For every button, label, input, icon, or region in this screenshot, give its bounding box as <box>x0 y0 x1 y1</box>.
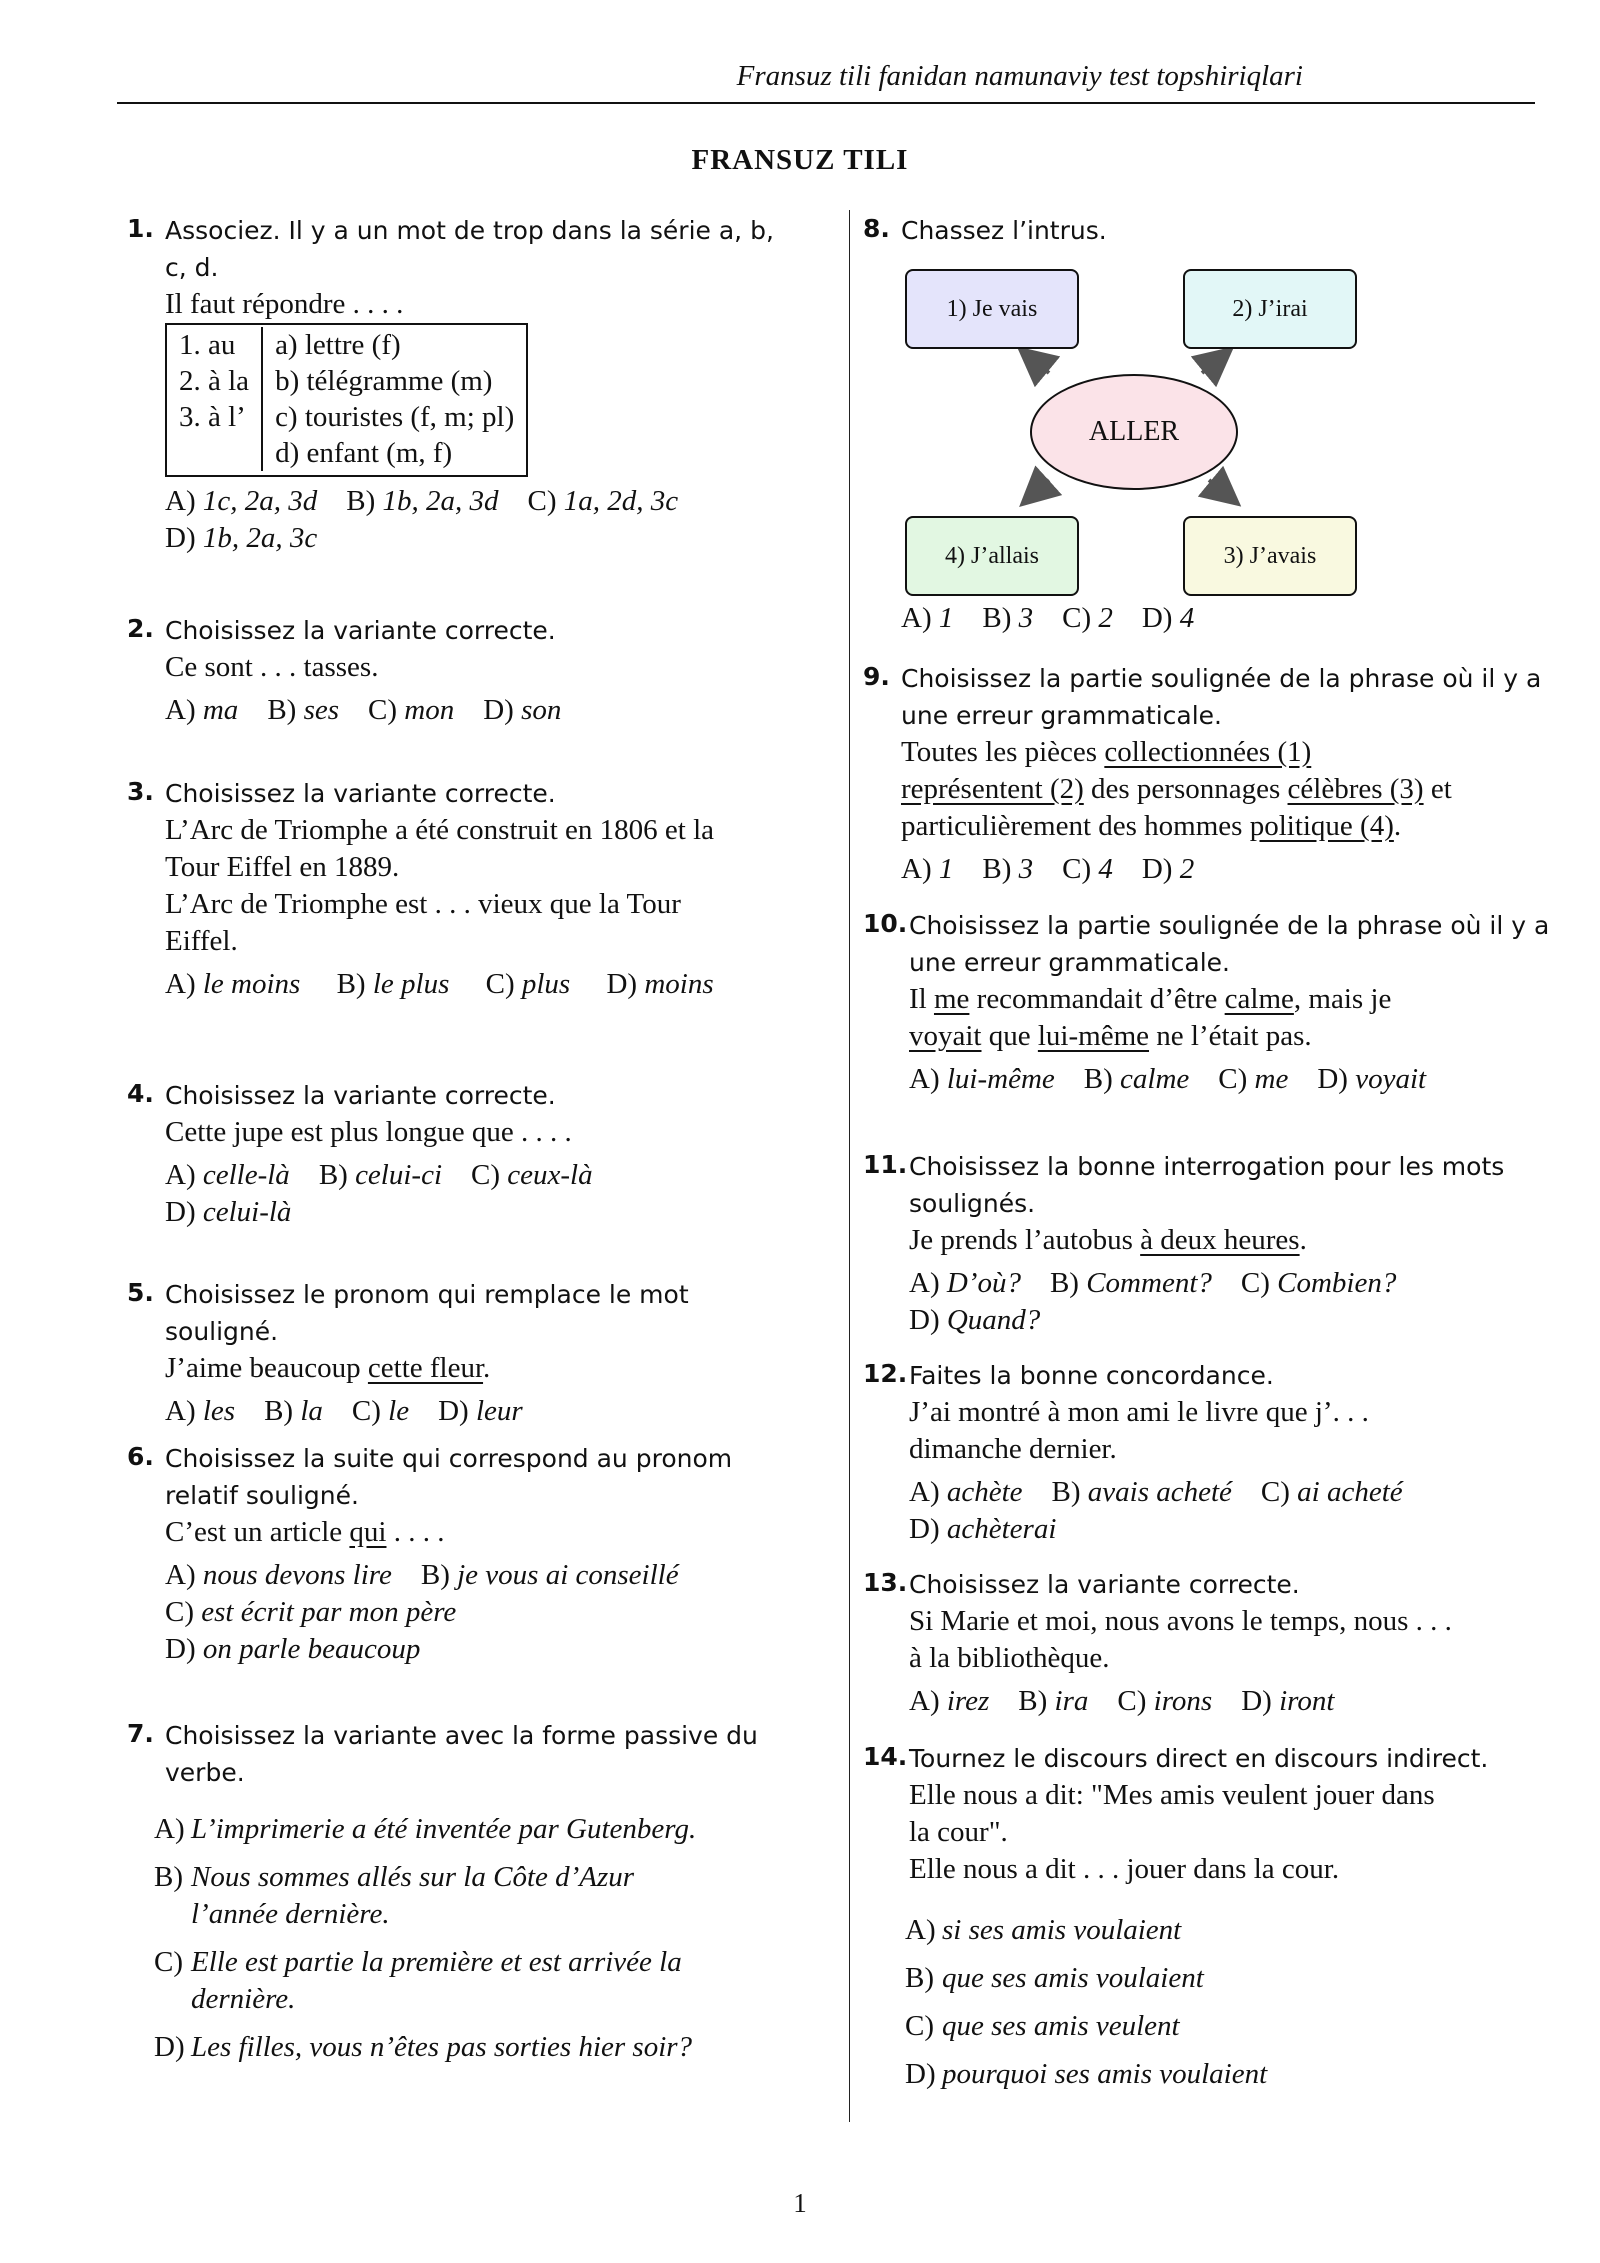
question-text: L’Arc de Triomphe a été construit en 1806 et la <box>165 814 715 846</box>
table-cell: a) lettre (f) <box>275 329 401 361</box>
table-cell: c) touristes (f, m; pl) <box>275 401 515 433</box>
question-stem: une erreur grammaticale. <box>909 948 1230 977</box>
question-stem: Choisissez le pronom qui remplace le mot souligné. <box>165 1280 689 1346</box>
option-b[interactable]: B) Nous sommes allés sur la Côte d’Azur l’année dernière. <box>154 1861 635 1930</box>
table-cell: b) télégramme (m) <box>275 365 493 397</box>
arrow-4 <box>1028 480 1049 499</box>
option-d[interactable]: D) voyait <box>1317 1063 1427 1095</box>
table-cell <box>167 435 262 471</box>
table-row <box>167 435 526 471</box>
diagram-box-3: 3) J’avais <box>1183 516 1357 596</box>
question-5 <box>127 1276 807 1430</box>
option-a[interactable]: A) lui-même <box>909 1063 1055 1095</box>
option-a[interactable]: A) achète <box>909 1476 1023 1508</box>
question-number: 10. <box>863 909 908 938</box>
page-number: 1 <box>793 2188 807 2218</box>
question-2 <box>127 612 787 729</box>
option-a[interactable]: A) L’imprimerie a été inventée par Gutenberg. <box>154 1813 697 1845</box>
question-text: Elle nous a dit: "Mes amis veulent jouer dans <box>909 1779 1435 1811</box>
question-number: 12. <box>863 1359 908 1388</box>
table-row <box>167 399 526 435</box>
question-8 <box>863 212 1543 642</box>
question-number: 9. <box>863 662 890 691</box>
arrow-1 <box>1026 354 1049 373</box>
question-text: Ce sont . . . tasses. <box>165 651 379 683</box>
option-b[interactable]: B) le plus <box>336 968 450 1000</box>
option-d[interactable]: D) achèterai <box>909 1513 1057 1545</box>
question-stem: Choisissez la variante correcte. <box>165 779 556 808</box>
question-1 <box>127 212 787 557</box>
question-text: la cour". <box>909 1816 1008 1848</box>
diagram-center: ALLER <box>1030 374 1238 490</box>
option-d[interactable]: D) 2 <box>1141 853 1195 885</box>
option-c[interactable]: C) ai acheté <box>1260 1476 1403 1508</box>
question-text: particulièrement des hommes politique (4). <box>901 810 1402 842</box>
question-7 <box>127 1717 817 2077</box>
option-a[interactable]: A) les <box>165 1395 236 1427</box>
question-text: J’aime beaucoup cette fleur. <box>165 1352 491 1384</box>
option-c[interactable]: C) Elle est partie la première et est arrivée la dernière. <box>154 1946 682 2015</box>
arrow-2 <box>1202 354 1225 373</box>
question-13 <box>863 1566 1563 1720</box>
verb-diagram <box>863 256 1543 596</box>
question-number: 5. <box>127 1278 154 1307</box>
question-stem: Choisissez la variante correcte. <box>909 1570 1300 1599</box>
column-divider <box>849 210 850 2122</box>
question-text: à la bibliothèque. <box>909 1642 1110 1674</box>
option-a[interactable]: A) 1c, 2a, 3d <box>165 485 318 517</box>
option-c[interactable]: C) me <box>1218 1063 1289 1095</box>
question-stem: Choisissez la variante correcte. <box>165 1081 556 1110</box>
question-number: 3. <box>127 777 154 806</box>
question-text: J’ai montré à mon ami le livre que j’. . . <box>909 1396 1369 1428</box>
question-stem: Choisissez la bonne interrogation pour les mots <box>909 1152 1505 1181</box>
option-b[interactable]: B) 1b, 2a, 3d <box>346 485 499 517</box>
question-stem: Choisissez la partie soulignée de la phrase où il y a <box>901 664 1542 693</box>
option-b[interactable]: B) celui-ci <box>318 1159 443 1191</box>
option-a[interactable]: A) si ses amis voulaient <box>905 1914 1182 1946</box>
underlined-phrase: qui <box>349 1516 387 1548</box>
underlined-part-3: voyait <box>909 1020 982 1052</box>
underlined-part-2: calme <box>1224 983 1294 1015</box>
option-d[interactable]: D) celui-là <box>165 1196 292 1228</box>
question-number: 7. <box>127 1719 154 1748</box>
question-10 <box>863 907 1563 1098</box>
option-b[interactable]: B) avais acheté <box>1051 1476 1232 1508</box>
question-stem: relatif souligné. <box>165 1481 359 1510</box>
diagram-box-1: 1) Je vais <box>905 269 1079 349</box>
underlined-phrase: à deux heures <box>1140 1224 1300 1256</box>
option-c[interactable]: C) 1a, 2d, 3c <box>527 485 679 517</box>
option-c[interactable]: C) le <box>351 1395 410 1427</box>
question-text: Il faut répondre . . . . <box>165 288 404 320</box>
association-table <box>165 323 528 477</box>
question-number: 4. <box>127 1079 154 1108</box>
question-text: voyait que lui-même ne l’était pas. <box>909 1020 1312 1052</box>
underlined-part-1: me <box>933 983 970 1015</box>
underlined-phrase: cette fleur <box>367 1352 484 1384</box>
option-d[interactable]: D) 4 <box>1141 602 1195 634</box>
option-c[interactable]: C) irons <box>1117 1685 1213 1717</box>
question-number: 1. <box>127 214 154 243</box>
option-a[interactable]: A) nous devons lire <box>165 1559 392 1591</box>
question-stem: soulignés. <box>909 1189 1036 1218</box>
diagram-box-2: 2) J’irai <box>1183 269 1357 349</box>
question-stem: verbe. <box>165 1758 245 1787</box>
question-4 <box>127 1077 787 1231</box>
option-b[interactable]: B) ira <box>1018 1685 1089 1717</box>
question-text: L’Arc de Triomphe est . . . vieux que la Tour <box>165 888 681 920</box>
question-text: représentent (2) des personnages célèbres (3) et <box>901 773 1452 805</box>
question-number: 8. <box>863 214 890 243</box>
question-number: 2. <box>127 614 154 643</box>
option-d[interactable]: D) Les filles, vous n’êtes pas sorties hier soir? <box>154 2031 693 2063</box>
option-c[interactable]: C) 4 <box>1062 853 1113 885</box>
question-stem: Faites la bonne concordance. <box>909 1361 1274 1390</box>
question-text: Tour Eiffel en 1889. <box>165 851 400 883</box>
option-b[interactable]: B) la <box>264 1395 323 1427</box>
question-text: dimanche dernier. <box>909 1433 1117 1465</box>
table-cell: d) enfant (m, f) <box>275 437 453 469</box>
question-number: 11. <box>863 1150 908 1179</box>
question-stem: Choisissez la variante correcte. <box>165 616 556 645</box>
option-a[interactable]: A) ma <box>165 694 239 726</box>
option-a[interactable]: A) celle-là <box>165 1159 290 1191</box>
diagram-box-4: 4) J’allais <box>905 516 1079 596</box>
option-b[interactable]: B) que ses amis voulaient <box>905 1962 1204 1994</box>
running-header: Fransuz tili fanidan namunaviy test topshiriqlari <box>736 60 1303 92</box>
option-b[interactable]: B) 3 <box>982 853 1034 885</box>
option-d[interactable]: D) son <box>483 694 562 726</box>
question-9 <box>863 660 1563 888</box>
question-3 <box>127 775 807 1003</box>
option-c[interactable]: C) est écrit par mon père <box>165 1596 457 1628</box>
question-number: 6. <box>127 1442 154 1471</box>
question-stem: c, d. <box>165 253 219 282</box>
option-d[interactable]: D) leur <box>438 1395 523 1427</box>
question-stem: Choisissez la partie soulignée de la phrase où il y a <box>909 911 1550 940</box>
option-d[interactable]: D) Quand? <box>909 1304 1041 1336</box>
question-6 <box>127 1440 807 1668</box>
underlined-part-3: célèbres (3) <box>1287 773 1424 805</box>
option-d[interactable]: D) 1b, 2a, 3c <box>165 522 318 554</box>
question-stem: Choisissez la suite qui correspond au pronom <box>165 1444 733 1473</box>
option-b[interactable]: B) je vous ai conseillé <box>420 1559 679 1591</box>
arrow-3 <box>1209 480 1232 499</box>
option-a[interactable]: A) 1 <box>901 602 954 634</box>
question-stem: Tournez le discours direct en discours indirect. <box>909 1744 1489 1773</box>
question-11 <box>863 1148 1563 1339</box>
question-text: Si Marie et moi, nous avons le temps, nous . . . <box>909 1605 1452 1637</box>
table-row <box>167 363 526 399</box>
option-c[interactable]: C) que ses amis veulent <box>905 2010 1180 2042</box>
option-b[interactable]: B) calme <box>1083 1063 1190 1095</box>
table-cell: 2. à la <box>167 363 262 399</box>
option-a[interactable]: A) D’où? <box>909 1267 1021 1299</box>
option-d[interactable]: D) moins <box>606 968 714 1000</box>
question-text: C’est un article qui . . . . <box>165 1516 445 1548</box>
option-b[interactable]: B) Comment? <box>1049 1267 1212 1299</box>
option-d[interactable]: D) on parle beaucoup <box>165 1633 421 1665</box>
question-text: Je prends l’autobus à deux heures. <box>909 1224 1307 1256</box>
question-number: 13. <box>863 1568 908 1597</box>
question-12 <box>863 1357 1563 1548</box>
table-cell: 1. au <box>167 327 262 363</box>
underlined-part-2: représentent (2) <box>901 773 1084 805</box>
page-title: FRANSUZ TILI <box>691 144 909 176</box>
underlined-part-1: collectionnées (1) <box>1104 736 1312 768</box>
option-b[interactable]: B) 3 <box>982 602 1034 634</box>
option-c[interactable]: C) plus <box>485 968 571 1000</box>
option-d[interactable]: D) iront <box>1241 1685 1335 1717</box>
question-text: Il me recommandait d’être calme, mais je <box>909 983 1392 1015</box>
option-c[interactable]: C) 2 <box>1062 602 1113 634</box>
underlined-part-4: politique (4) <box>1249 810 1394 842</box>
option-b[interactable]: B) ses <box>267 694 340 726</box>
question-stem: une erreur grammaticale. <box>901 701 1222 730</box>
table-row <box>167 327 526 363</box>
question-stem: Associez. Il y a un mot de trop dans la série a, b, <box>165 216 774 245</box>
option-a[interactable]: A) le moins <box>165 968 301 1000</box>
question-stem: Choisissez la variante avec la forme passive du <box>165 1721 758 1750</box>
header-rule <box>117 102 1535 104</box>
option-a[interactable]: A) irez <box>909 1685 990 1717</box>
question-number: 14. <box>863 1742 908 1771</box>
question-14 <box>863 1740 1563 2104</box>
question-text: Elle nous a dit . . . jouer dans la cour. <box>909 1853 1340 1885</box>
question-text: Toutes les pièces collectionnées (1) <box>901 736 1312 768</box>
question-text: Cette jupe est plus longue que . . . . <box>165 1116 572 1148</box>
table-cell: 3. à l’ <box>167 399 262 435</box>
underlined-part-4: lui-même <box>1037 1020 1150 1052</box>
option-c[interactable]: C) ceux-là <box>471 1159 593 1191</box>
question-text: Eiffel. <box>165 925 238 957</box>
option-c[interactable]: C) Combien? <box>1240 1267 1397 1299</box>
option-c[interactable]: C) mon <box>368 694 455 726</box>
option-d[interactable]: D) pourquoi ses amis voulaient <box>905 2058 1268 2090</box>
option-a[interactable]: A) 1 <box>901 853 954 885</box>
question-stem: Chassez l’intrus. <box>901 216 1107 245</box>
